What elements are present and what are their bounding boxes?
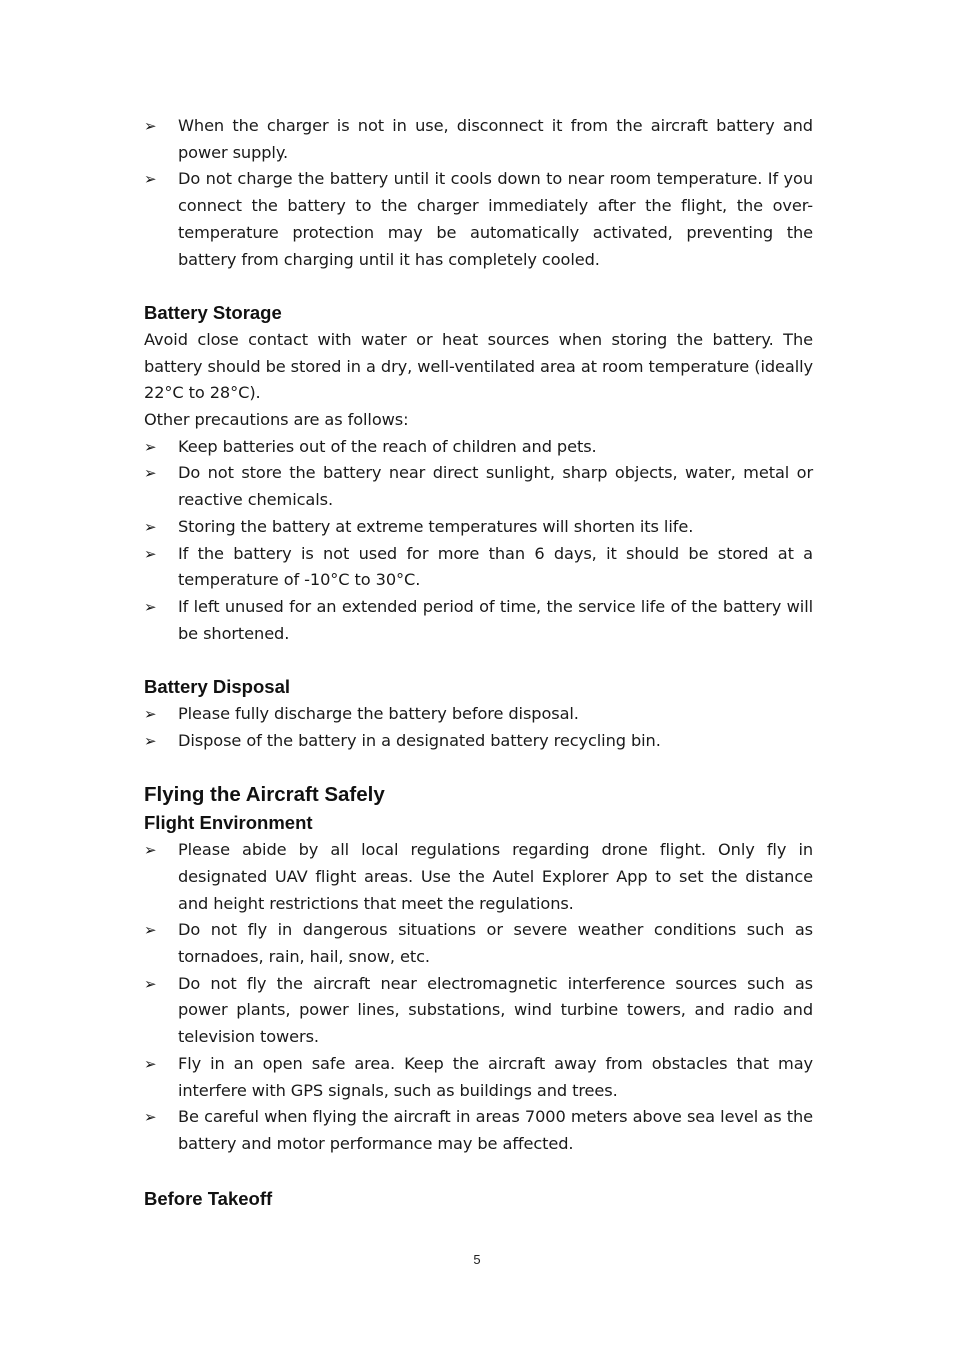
section-title-flying-safely: Flying the Aircraft Safely — [144, 783, 385, 807]
arrow-bullet-icon: ➢ — [144, 170, 157, 189]
list-item: ➢ Do not store the battery near direct sunlight, sharp objects, water, metal or reactive chemicals. — [144, 460, 813, 513]
page-number: 5 — [473, 1252, 481, 1267]
section-heading-flight-environment: Flight Environment — [144, 812, 313, 834]
arrow-bullet-icon: ➢ — [144, 841, 157, 860]
arrow-bullet-icon: ➢ — [144, 117, 157, 135]
arrow-bullet-icon: ➢ — [144, 597, 157, 616]
list-item: ➢ Please fully discharge the battery before disposal. — [144, 701, 813, 728]
section-heading-battery-storage: Battery Storage — [144, 302, 282, 324]
list-item: ➢ Please abide by all local regulations regarding drone flight. Only fly in designated UAV flight areas. Use the Autel Explorer App to set the distance and height restrictions that meet the regulations. — [144, 837, 813, 917]
storage-paragraph: Avoid close contact with water or heat sources when storing the battery. The battery should be stored in a dry, well-ventilated area at room temperature (ideally 22°C to 28°C). — [144, 329, 813, 403]
arrow-bullet-icon: ➢ — [144, 437, 157, 456]
disposal-bullet-list — [144, 701, 813, 754]
list-item: ➢ When the charger is not in use, disconnect it from the aircraft battery and power supply. — [144, 113, 813, 166]
arrow-bullet-icon: ➢ — [144, 921, 157, 940]
arrow-bullet-icon: ➢ — [144, 1054, 157, 1073]
list-item: ➢ Be careful when flying the aircraft in areas 7000 meters above sea level as the battery and motor performance may be affected. — [144, 1104, 813, 1157]
list-item: ➢ Keep batteries out of the reach of children and pets. — [144, 434, 813, 461]
arrow-bullet-icon: ➢ — [144, 544, 157, 563]
charger-bullet-list — [144, 113, 813, 273]
storage-bullet-list — [144, 434, 813, 648]
document-page — [144, 113, 813, 1212]
arrow-bullet-icon: ➢ — [144, 1108, 157, 1127]
arrow-bullet-icon: ➢ — [144, 731, 157, 750]
list-item: ➢ Storing the battery at extreme temperatures will shorten its life. — [144, 514, 813, 541]
arrow-bullet-icon: ➢ — [144, 464, 157, 483]
list-item: ➢ Fly in an open safe area. Keep the aircraft away from obstacles that may interfere with GPS signals, such as buildings and trees. — [144, 1051, 813, 1104]
arrow-bullet-icon: ➢ — [144, 974, 157, 993]
arrow-bullet-icon: ➢ — [144, 517, 157, 536]
list-item: ➢ Do not charge the battery until it cools down to near room temperature. If you connect the battery to the charger immediately after the flight, the over-temperature protection may be automatically activated, preventing the battery from charging until it has completely cooled. — [144, 166, 813, 273]
list-item: ➢ Dispose of the battery in a designated battery recycling bin. — [144, 728, 813, 755]
list-item: ➢ Do not fly in dangerous situations or severe weather conditions such as tornadoes, rain, hail, snow, etc. — [144, 917, 813, 970]
list-item: ➢ Do not fly the aircraft near electromagnetic interference sources such as power plants, power lines, substations, wind turbine towers, and radio and television towers. — [144, 971, 813, 1051]
section-heading-before-takeoff: Before Takeoff — [144, 1187, 273, 1209]
list-item: ➢ If the battery is not used for more than 6 days, it should be stored at a temperature of -10°C to 30°C. — [144, 541, 813, 594]
section-heading-battery-disposal: Battery Disposal — [144, 676, 290, 698]
list-item: ➢ If left unused for an extended period of time, the service life of the battery will be shortened. — [144, 594, 813, 647]
arrow-bullet-icon: ➢ — [144, 705, 157, 724]
flight-environment-bullet-list — [144, 837, 813, 1157]
precautions-intro: Other precautions are as follows: — [144, 410, 409, 430]
